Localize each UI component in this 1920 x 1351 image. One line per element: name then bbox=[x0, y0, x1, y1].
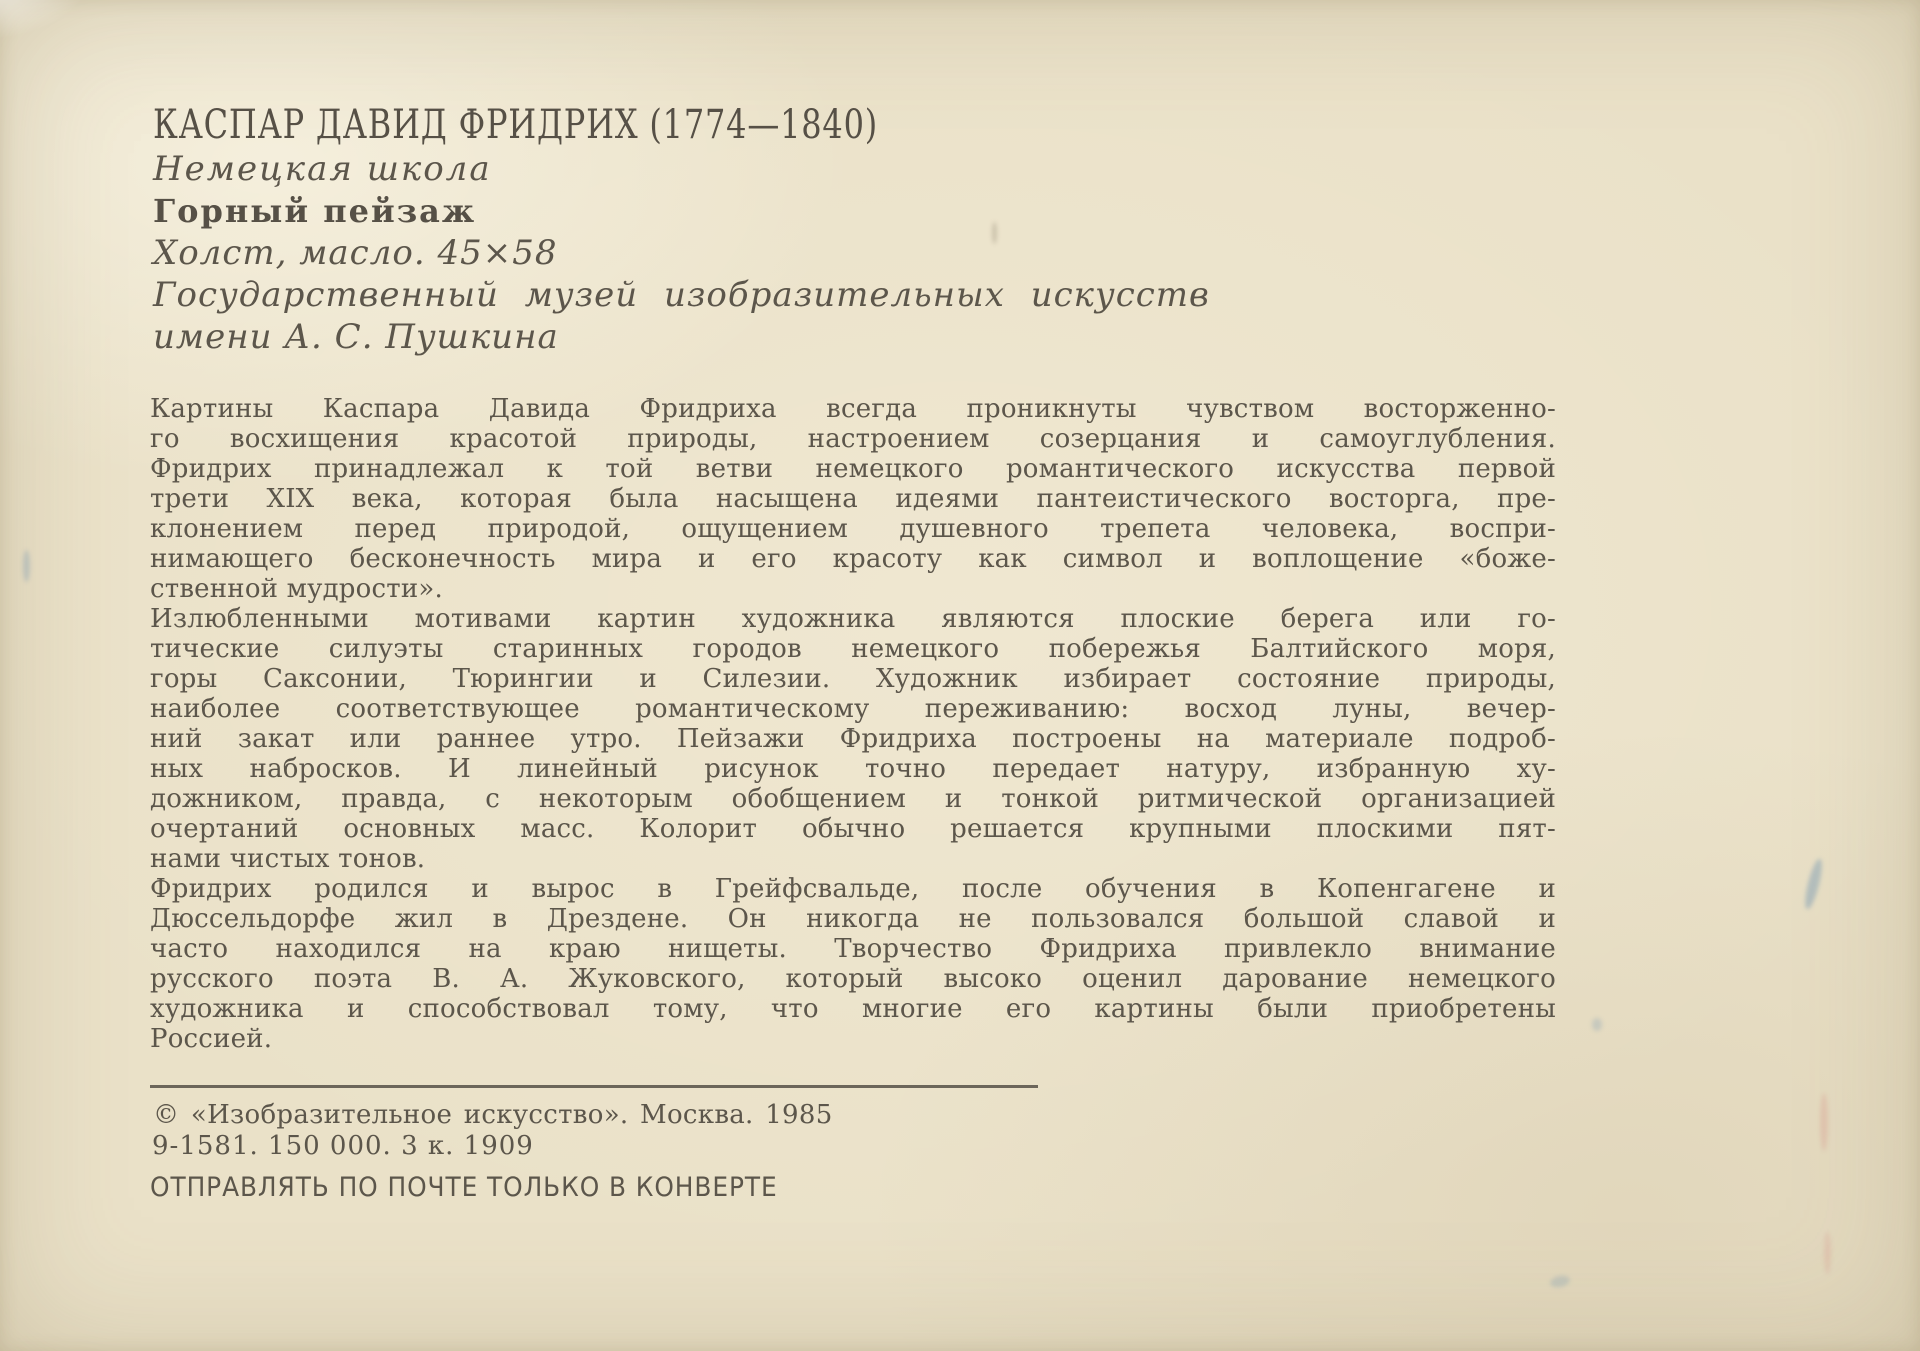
ink-smudge-red bbox=[1824, 1232, 1831, 1274]
body-line: нами чистых тонов. bbox=[150, 844, 426, 874]
museum-name-line2: имени А. С. Пушкина bbox=[153, 317, 559, 357]
body-line: художника и способствовал тому, что многие его картины были приобретены bbox=[150, 994, 1556, 1024]
body-line: трети XIX века, которая была насыщена идеями пантеистического восторга, пре- bbox=[150, 484, 1556, 514]
body-line: Дюссельдорфе жил в Дрездене. Он никогда не пользовался большой славой и bbox=[150, 904, 1556, 934]
body-line: ний закат или раннее утро. Пейзажи Фридриха построены на материале подроб- bbox=[150, 724, 1556, 754]
body-line: клонением перед природой, ощущением душевного трепета человека, воспри- bbox=[150, 514, 1556, 544]
artwork-title: Горный пейзаж bbox=[153, 192, 477, 230]
ink-smudge-red bbox=[1820, 1093, 1828, 1151]
medium-dimensions: Холст, масло. 45×58 bbox=[153, 233, 558, 273]
school-label: Немецкая школа bbox=[153, 149, 492, 189]
body-line: горы Саксонии, Тюрингии и Силезии. Художник избирает состояние природы, bbox=[150, 664, 1556, 694]
body-line: Излюбленными мотивами картин художника являются плоские берега или го- bbox=[150, 604, 1556, 634]
ink-smudge-blue bbox=[1549, 1274, 1571, 1289]
body-line: очертаний основных масс. Колорит обычно решается крупными плоскими пят- bbox=[150, 814, 1556, 844]
scan-corner-light bbox=[0, 0, 90, 40]
copyright-line: © «Изобразительное искусство». Москва. 1985 bbox=[153, 1100, 833, 1130]
ink-smudge-blue bbox=[1592, 1018, 1602, 1031]
body-line: Картины Каспара Давида Фридриха всегда проникнуты чувством восторженно- bbox=[150, 394, 1556, 424]
divider-rule bbox=[150, 1085, 1038, 1088]
ink-smudge-blue bbox=[23, 550, 30, 582]
description-text bbox=[150, 394, 1556, 1054]
body-line: го восхищения красотой природы, настроением созерцания и самоуглубления. bbox=[150, 424, 1556, 454]
caption-header bbox=[153, 102, 1210, 358]
body-line: дожником, правда, с некоторым обобщением и тонкой ритмической организацией bbox=[150, 784, 1556, 814]
body-line: нимающего бесконечность мира и его красоту как символ и воплощение «боже- bbox=[150, 544, 1556, 574]
body-line: наиболее соответствующее романтическому переживанию: восход луны, вечер- bbox=[150, 694, 1556, 724]
body-line: Фридрих принадлежал к той ветви немецкого романтического искусства первой bbox=[150, 454, 1556, 484]
body-line: Россией. bbox=[150, 1024, 273, 1054]
body-line: русского поэта В. А. Жуковского, который высоко оценил дарование немецкого bbox=[150, 964, 1556, 994]
postal-notice: ОТПРАВЛЯТЬ ПО ПОЧТЕ ТОЛЬКО В КОНВЕРТЕ bbox=[150, 1172, 778, 1203]
artist-name: КАСПАР ДАВИД ФРИДРИХ (1774—1840) bbox=[153, 102, 879, 148]
body-line: ных набросков. И линейный рисунок точно передает натуру, избранную ху- bbox=[150, 754, 1556, 784]
museum-name-line1: Государственный музей изобразительных искусств bbox=[153, 275, 1210, 315]
body-line: тические силуэты старинных городов немецкого побережья Балтийского моря, bbox=[150, 634, 1556, 664]
body-line: часто находился на краю нищеты. Творчество Фридриха привлекло внимание bbox=[150, 934, 1556, 964]
print-code-line: 9-1581. 150 000. 3 к. 1909 bbox=[152, 1131, 534, 1161]
ink-smudge-blue bbox=[1802, 857, 1825, 910]
body-line: ственной мудрости». bbox=[150, 574, 443, 604]
body-line: Фридрих родился и вырос в Грейфсвальде, после обучения в Копенгагене и bbox=[150, 874, 1556, 904]
